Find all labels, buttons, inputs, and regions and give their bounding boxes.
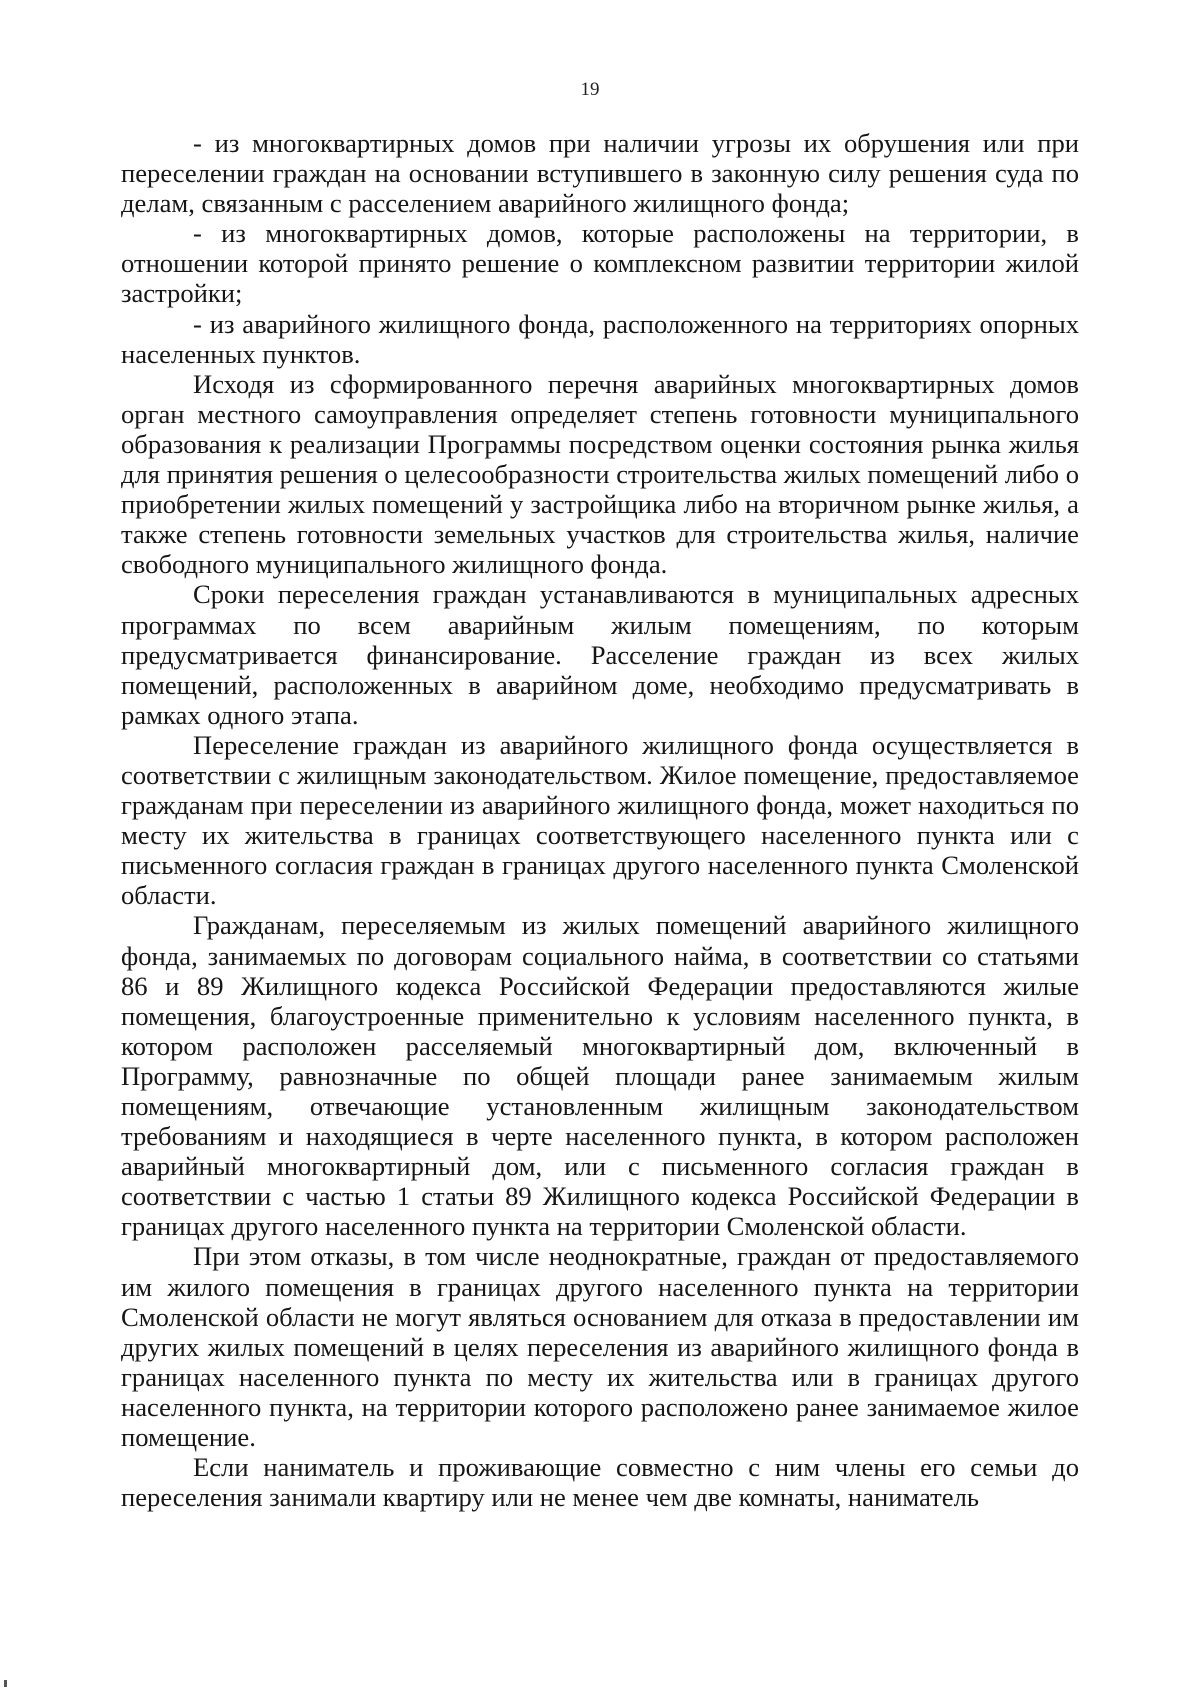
document-body [121, 128, 1079, 1512]
page-number: 19 [580, 79, 600, 100]
paragraph-9: Если наниматель и проживающие совместно с ним члены его семьи до переселения занимали квартиру или не менее чем две комнаты, наниматель [121, 1452, 1079, 1513]
paragraph-7: Гражданам, переселяемым из жилых помещений аварийного жилищного фонда, занимаемых по договорам социального найма, в соответствии со статьями 86 и 89 Жилищного кодекса Российской Федерации предоставляются жилые помещения, благоустроенные применительно к условиям населенного пункта, в котором расположен расселяемый многоквартирный дом, включенный в Программу, равнозначные по общей площади ранее занимаемым жилым помещениям, отвечающие установленным жилищным законодательством требованиям и находящиеся в черте населенного пункта, в котором расположен аварийный многоквартирный дом, или с письменного согласия граждан в соответствии с частью 1 статьи 89 Жилищного кодекса Российской Федерации в границах другого населенного пункта на территории Смоленской области. [121, 910, 1079, 1242]
scan-artifact-mark [4, 1680, 7, 1687]
paragraph-4: Исходя из сформированного перечня аварийных многоквартирных домов орган местного самоуправления определяет степень готовности муниципального образования к реализации Программы посредством оценки состояния рынка жилья для принятия решения о целесообразности строительства жилых помещений либо о приобретении жилых помещений у застройщика либо на вторичном рынке жилья, а также степень готовности земельных участков для строительства жилья, наличие свободного муниципального жилищного фонда. [121, 368, 1079, 580]
paragraph-8: При этом отказы, в том числе неоднократные, граждан от предоставляемого им жилого помещения в границах другого населенного пункта на территории Смоленской области не могут являться основанием для отказа в предоставлении им других жилых помещений в целях переселения из аварийного жилищного фонда в границах населенного пункта по месту их жительства или в границах другого населенного пункта, на территории которого расположено ранее занимаемое жилое помещение. [121, 1241, 1079, 1453]
paragraph-3: - из аварийного жилищного фонда, расположенного на территориях опорных населенных пунктов. [121, 308, 1079, 369]
paragraph-5: Сроки переселения граждан устанавливаются в муниципальных адресных программах по всем аварийным жилым помещениям, по которым предусматривается финансирование. Расселение граждан из всех жилых помещений, расположенных в аварийном доме, необходимо предусматривать в рамках одного этапа. [121, 579, 1079, 730]
paragraph-2: - из многоквартирных домов, которые расположены на территории, в отношении которой принято решение о комплексном развитии территории жилой застройки; [121, 218, 1079, 309]
paragraph-1: - из многоквартирных домов при наличии угрозы их обрушения или при переселении граждан на основании вступившего в законную силу решения суда по делам, связанным с расселением аварийного жилищного фонда; [121, 128, 1079, 219]
paragraph-6: Переселение граждан из аварийного жилищного фонда осуществляется в соответствии с жилищным законодательством. Жилое помещение, предоставляемое гражданам при переселении из аварийного жилищного фонда, может находиться по месту их жительства в границах соответствующего населенного пункта или с письменного согласия граждан в границах другого населенного пункта Смоленской области. [121, 729, 1079, 911]
